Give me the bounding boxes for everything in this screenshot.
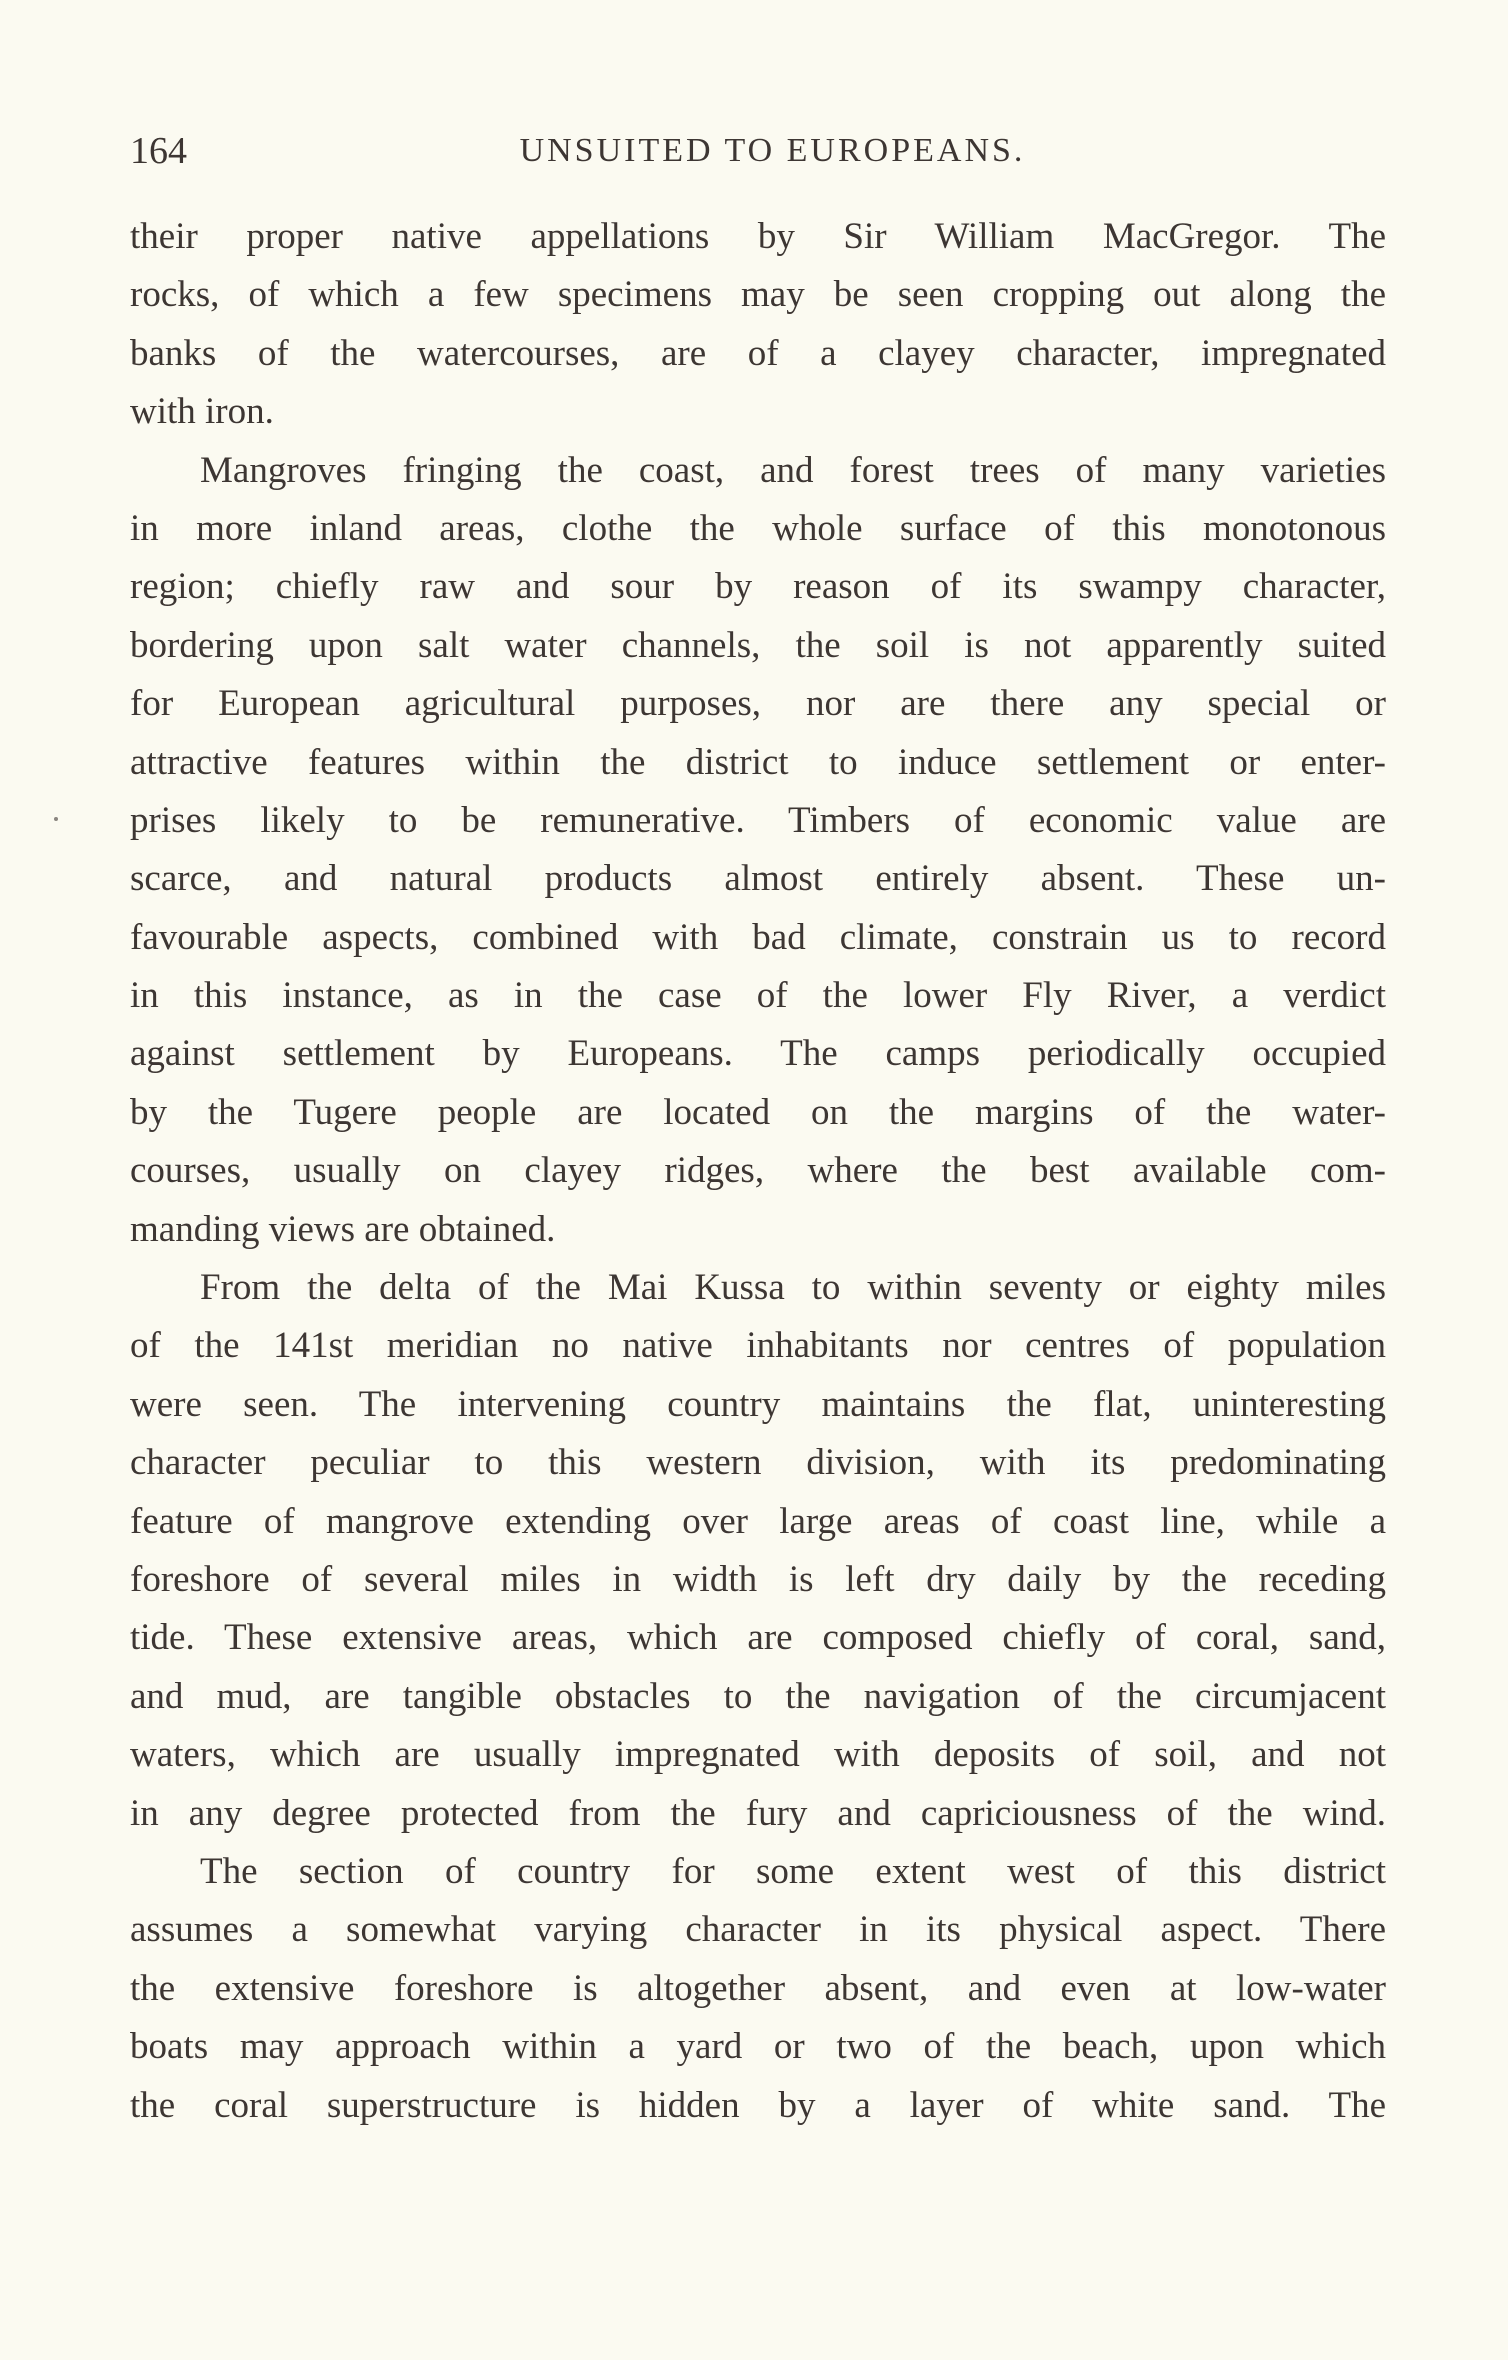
text-line: and mud, are tangible obstacles to the navigation of the circumjacent xyxy=(130,1675,1386,1717)
text-line: courses, usually on clayey ridges, where the best available com- xyxy=(130,1150,1386,1192)
text-line: against settlement by Europeans. The camps periodically occupied xyxy=(130,1033,1386,1075)
text-line: attractive features within the district to induce settlement or enter- xyxy=(130,741,1386,783)
text-line: feature of mangrove extending over large areas of coast line, while a xyxy=(130,1500,1386,1542)
text-line: the extensive foreshore is altogether absent, and even at low-water xyxy=(130,1967,1386,2009)
paragraph-1 xyxy=(130,208,1386,442)
text-line: boats may approach within a yard or two of the beach, upon which xyxy=(130,2026,1386,2068)
text-line: rocks, of which a few specimens may be seen cropping out along the xyxy=(130,274,1386,316)
running-head-title: UNSUITED TO EUROPEANS. xyxy=(519,132,1026,169)
text-line: were seen. The intervening country maintains the flat, uninteresting xyxy=(130,1383,1386,1425)
text-line: of the 141st meridian no native inhabitants nor centres of population xyxy=(130,1325,1386,1367)
text-line: the coral superstructure is hidden by a layer of white sand. The xyxy=(130,2084,1386,2126)
text-line: tide. These extensive areas, which are composed chiefly of coral, sand, xyxy=(130,1617,1386,1659)
paragraph-2 xyxy=(130,442,1386,1259)
text-line: in more inland areas, clothe the whole surface of this monotonous xyxy=(130,507,1386,549)
page-number: 164 xyxy=(130,130,187,172)
text-line: region; chiefly raw and sour by reason of its swampy character, xyxy=(130,566,1386,608)
text-line: prises likely to be remunerative. Timbers of economic value are xyxy=(130,799,1386,841)
text-line: favourable aspects, combined with bad climate, constrain us to record xyxy=(130,916,1386,958)
text-line: in any degree protected from the fury and capriciousness of the wind. xyxy=(130,1792,1386,1834)
text-line: Mangroves fringing the coast, and forest trees of many varieties xyxy=(200,449,1386,491)
text-line: banks of the watercourses, are of a clayey character, impregnated xyxy=(130,332,1386,374)
text-line: manding views are obtained. xyxy=(130,1208,556,1250)
text-line: by the Tugere people are located on the margins of the water- xyxy=(130,1091,1386,1133)
text-line: From the delta of the Mai Kussa to within seventy or eighty miles xyxy=(200,1267,1386,1309)
text-line: The section of country for some extent west of this district xyxy=(200,1850,1386,1892)
running-head xyxy=(130,126,1385,176)
text-line: character peculiar to this western division, with its predominating xyxy=(130,1442,1386,1484)
paragraph-4 xyxy=(130,1843,1386,2135)
text-line: with iron. xyxy=(130,391,274,433)
text-line: in this instance, as in the case of the lower Fly River, a verdict xyxy=(130,975,1386,1017)
text-line: for European agricultural purposes, nor are there any special or xyxy=(130,683,1386,725)
body-text xyxy=(130,208,1386,2135)
paragraph-3 xyxy=(130,1259,1386,1843)
text-line: bordering upon salt water channels, the soil is not apparently suited xyxy=(130,624,1386,666)
margin-dot xyxy=(54,817,58,821)
text-line: assumes a somewhat varying character in its physical aspect. There xyxy=(130,1909,1386,1951)
text-line: waters, which are usually impregnated with deposits of soil, and not xyxy=(130,1734,1386,1776)
text-line: scarce, and natural products almost entirely absent. These un- xyxy=(130,858,1386,900)
text-line: their proper native appellations by Sir William MacGregor. The xyxy=(130,216,1386,257)
text-line: foreshore of several miles in width is left dry daily by the receding xyxy=(130,1558,1386,1600)
